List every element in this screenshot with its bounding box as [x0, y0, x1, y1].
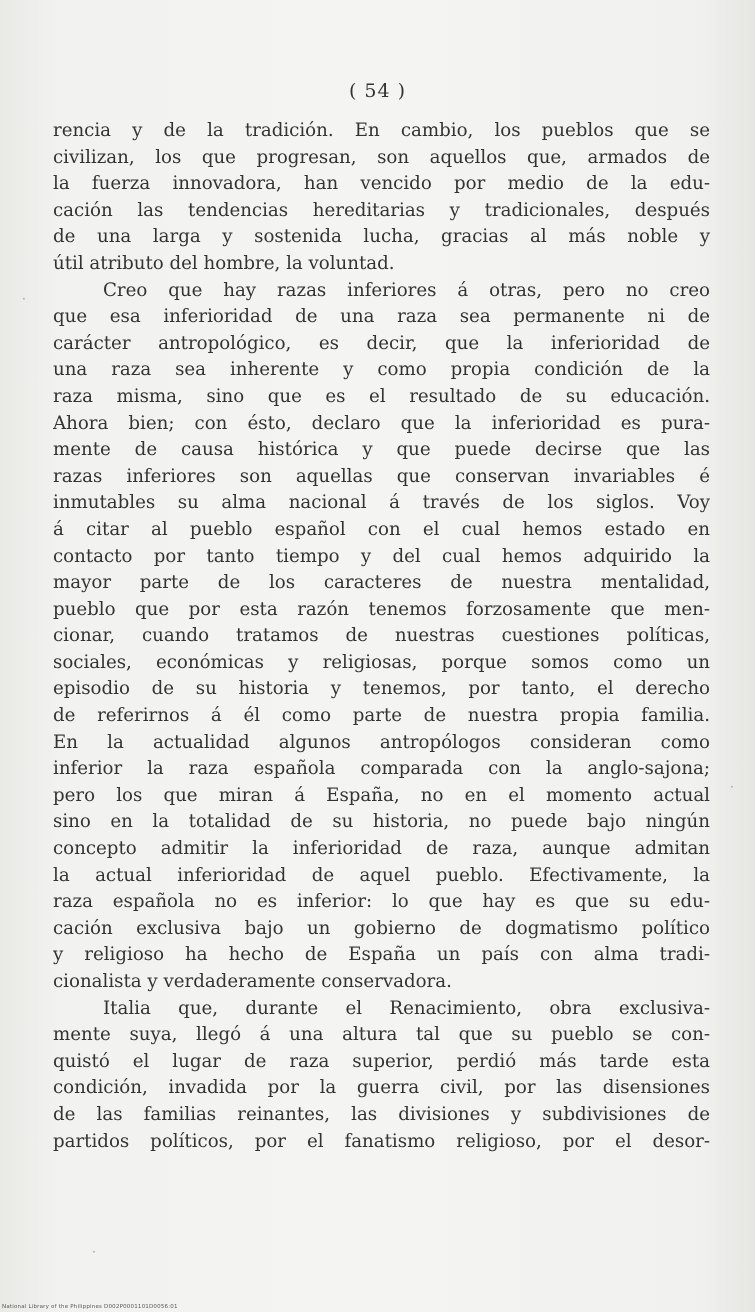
text-line: útil atributo del hombre, la voluntad. — [53, 252, 395, 274]
scan-speck: · — [730, 780, 734, 794]
text-line: Creo que hay razas inferiores á otras, pero no creo — [103, 279, 710, 301]
text-line: pueblo que por esta razón tenemos forzosamente que men- — [53, 598, 710, 620]
text-line: á citar al pueblo español con el cual hemos estado en — [53, 518, 710, 540]
text-line: inmutables su alma nacional á través de los siglos. Voy — [53, 492, 710, 514]
text-line: episodio de su historia y tenemos, por tanto, el derecho — [53, 678, 710, 700]
text-line: sociales, económicas y religiosas, porque somos como un — [53, 651, 710, 673]
scan-speck: · — [92, 1245, 96, 1259]
text-line: cionalista y verdaderamente conservadora. — [53, 971, 452, 992]
text-line: mente suya, llegó á una altura tal que su pueblo se con- — [53, 1024, 710, 1046]
text-line: y religioso ha hecho de España un país con alma tradi- — [53, 944, 710, 966]
text-line: quistó el lugar de raza superior, perdió más tarde esta — [53, 1050, 710, 1072]
text-line: cación exclusiva bajo un gobierno de dogmatismo político — [53, 917, 710, 939]
text-line: civilizan, los que progresan, son aquellos que, armados de — [53, 146, 710, 168]
text-line: carácter antropológico, es decir, que la inferioridad de — [53, 332, 710, 354]
page-number: ( 54 ) — [348, 80, 407, 102]
text-line: sino en la totalidad de su historia, no puede bajo ningún — [53, 811, 710, 833]
text-line: rencia y de la tradición. En cambio, los pueblos que se — [53, 120, 710, 141]
text-line: mayor parte de los caracteres de nuestra mentalidad, — [53, 572, 710, 594]
text-line: de las familias reinantes, las divisiones y subdivisiones de — [53, 1103, 710, 1125]
text-line: cación las tendencias hereditarias y tradicionales, después — [53, 199, 710, 221]
text-line: concepto admitir la inferioridad de raza, aunque admitan — [53, 838, 710, 860]
text-line: de referirnos á él como parte de nuestra propia familia. — [53, 705, 710, 727]
text-line: partidos políticos, por el fanatismo religioso, por el desor- — [53, 1130, 710, 1152]
text-line: Italia que, durante el Renacimiento, obra exclusiva- — [103, 997, 710, 1019]
text-line: razas inferiores son aquellas que conservan invariables é — [53, 465, 710, 487]
text-line: la actual inferioridad de aquel pueblo. Efectivamente, la — [53, 864, 710, 886]
text-line: la fuerza innovadora, han vencido por medio de la edu- — [53, 173, 710, 195]
text-line: pero los que miran á España, no en el momento actual — [53, 784, 710, 806]
text-line: En la actualidad algunos antropólogos consideran como — [53, 731, 710, 753]
text-line: que esa inferioridad de una raza sea permanente ni de — [53, 306, 710, 328]
text-line: cionar, cuando tratamos de nuestras cuestiones políticas, — [53, 625, 710, 647]
text-line: raza española no es inferior: lo que hay es que su edu- — [53, 891, 710, 913]
body-text — [53, 118, 710, 1155]
text-line: una raza sea inherente y como propia condición de la — [53, 359, 710, 381]
text-line: de una larga y sostenida lucha, gracias al más noble y — [53, 226, 710, 248]
text-line: condición, invadida por la guerra civil, por las disensiones — [53, 1077, 710, 1099]
text-line: contacto por tanto tiempo y del cual hemos adquirido la — [53, 545, 710, 567]
text-line: Ahora bien; con ésto, declaro que la inferioridad es pura- — [53, 412, 710, 434]
text-line: mente de causa histórica y que puede decirse que las — [53, 439, 710, 461]
text-line: raza misma, sino que es el resultado de su educación. — [53, 385, 710, 407]
scan-footer-credit: National Library of the Philippines D002P0001101D0056:01 — [2, 1304, 178, 1310]
scan-speck: · — [22, 292, 26, 306]
text-line: inferior la raza española comparada con la anglo-sajona; — [53, 758, 710, 780]
